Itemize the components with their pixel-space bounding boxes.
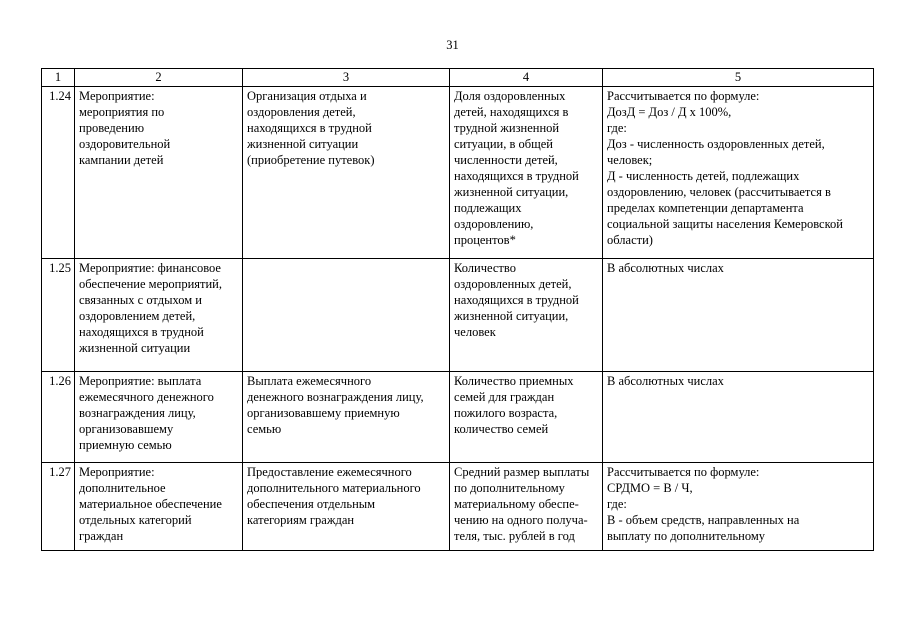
indicator-text-line: Доля оздоровленных xyxy=(454,89,566,103)
event-text-line: кампании детей xyxy=(79,153,164,167)
event-cell xyxy=(75,463,243,551)
indicator-cell xyxy=(450,463,603,551)
method-cell xyxy=(603,463,874,551)
method-cell xyxy=(603,259,874,372)
table-row xyxy=(42,87,874,259)
indicator-text-line: процентов* xyxy=(454,233,516,247)
indicator-text-line: Количество приемных xyxy=(454,374,574,388)
indicator-cell xyxy=(450,87,603,259)
event-text-line: мероприятия по xyxy=(79,105,165,119)
indicator-text-line: находящихся в трудной xyxy=(454,293,579,307)
method-text-line: В абсолютных числах xyxy=(607,261,724,275)
measures-table xyxy=(41,68,874,551)
indicator-text-line: чению на одного получа- xyxy=(454,513,588,527)
page-number: 31 xyxy=(446,38,459,52)
event-text-line: вознаграждения лицу, xyxy=(79,406,196,420)
method-text-line: социальной защиты населения Кемеровской xyxy=(607,217,843,231)
content-text-line: находящихся в трудной xyxy=(247,121,372,135)
indicator-text-line: детей, находящихся в xyxy=(454,105,569,119)
content-text-line: организовавшему приемную xyxy=(247,406,400,420)
content-text-line: Выплата ежемесячного xyxy=(247,374,372,388)
event-text-line: Мероприятие: xyxy=(79,89,155,103)
method-text-line: Рассчитывается по формуле: xyxy=(607,89,760,103)
event-text-line: материальное обеспечение xyxy=(79,497,222,511)
event-text-line: связанных с отдыхом и xyxy=(79,293,202,307)
event-cell xyxy=(75,87,243,259)
row-number: 1.25 xyxy=(42,259,75,372)
method-text-line: Доз - численность оздоровленных детей, xyxy=(607,137,825,151)
content-text-line: жизненной ситуации xyxy=(247,137,359,151)
indicator-text-line: человек xyxy=(454,325,496,339)
method-text-line: В абсолютных числах xyxy=(607,374,724,388)
indicator-text-line: Средний размер выплаты xyxy=(454,465,590,479)
indicator-cell xyxy=(450,372,603,463)
column-header-5: 5 xyxy=(603,69,874,87)
indicator-cell xyxy=(450,259,603,372)
event-text-line: ежемесячного денежного xyxy=(79,390,214,404)
table-row xyxy=(42,259,874,372)
method-text-line: Д - численность детей, подлежащих xyxy=(607,169,800,183)
method-cell xyxy=(603,372,874,463)
event-text-line: находящихся в трудной xyxy=(79,325,204,339)
method-text-line: СРДМО = В / Ч, xyxy=(607,481,693,495)
indicator-text-line: пожилого возраста, xyxy=(454,406,558,420)
event-text-line: приемную семью xyxy=(79,438,172,452)
method-text-line: пределах компетенции департамента xyxy=(607,201,804,215)
content-text-line: категориям граждан xyxy=(247,513,355,527)
indicator-text-line: семей для граждан xyxy=(454,390,555,404)
content-cell xyxy=(243,259,450,372)
row-number: 1.26 xyxy=(42,372,75,463)
column-header-4: 4 xyxy=(450,69,603,87)
indicator-text-line: по дополнительному xyxy=(454,481,565,495)
event-cell xyxy=(75,259,243,372)
event-text-line: оздоровительной xyxy=(79,137,171,151)
event-text-line: граждан xyxy=(79,529,124,543)
event-cell xyxy=(75,372,243,463)
method-text-line: ДозД = Доз / Д x 100%, xyxy=(607,105,732,119)
indicator-text-line: теля, тыс. рублей в год xyxy=(454,529,575,543)
content-cell xyxy=(243,87,450,259)
event-text-line: обеспечение мероприятий, xyxy=(79,277,222,291)
event-text-line: Мероприятие: выплата xyxy=(79,374,202,388)
method-text-line: где: xyxy=(607,497,627,511)
event-text-line: оздоровлением детей, xyxy=(79,309,196,323)
event-text-line: жизненной ситуации xyxy=(79,341,191,355)
method-text-line: Рассчитывается по формуле: xyxy=(607,465,760,479)
indicator-text-line: материальному обеспе- xyxy=(454,497,579,511)
table-header-row xyxy=(42,69,874,87)
content-text-line: оздоровления детей, xyxy=(247,105,356,119)
indicator-text-line: Количество xyxy=(454,261,516,275)
content-text-line: дополнительного материального xyxy=(247,481,421,495)
content-text-line: денежного вознаграждения лицу, xyxy=(247,390,424,404)
indicator-text-line: ситуации, в общей xyxy=(454,137,553,151)
content-text-line: Организация отдыха и xyxy=(247,89,367,103)
row-number: 1.24 xyxy=(42,87,75,259)
event-text-line: организовавшему xyxy=(79,422,174,436)
event-text-line: отдельных категорий xyxy=(79,513,192,527)
indicator-text-line: численности детей, xyxy=(454,153,558,167)
indicator-text-line: трудной жизненной xyxy=(454,121,560,135)
content-text-line: (приобретение путевок) xyxy=(247,153,375,167)
method-text-line: где: xyxy=(607,121,627,135)
method-cell xyxy=(603,87,874,259)
indicator-text-line: находящихся в трудной xyxy=(454,169,579,183)
content-text-line: обеспечения отдельным xyxy=(247,497,376,511)
method-text-line: области) xyxy=(607,233,653,247)
method-text-line: выплату по дополнительному xyxy=(607,529,766,543)
row-number: 1.27 xyxy=(42,463,75,551)
indicator-text-line: количество семей xyxy=(454,422,549,436)
indicator-text-line: оздоровлению, xyxy=(454,217,534,231)
event-text-line: Мероприятие: финансовое xyxy=(79,261,221,275)
table-row xyxy=(42,372,874,463)
column-header-3: 3 xyxy=(243,69,450,87)
table-row xyxy=(42,463,874,551)
indicator-text-line: жизненной ситуации, xyxy=(454,309,569,323)
content-text-line: Предоставление ежемесячного xyxy=(247,465,412,479)
event-text-line: проведению xyxy=(79,121,145,135)
method-text-line: В - объем средств, направленных на xyxy=(607,513,800,527)
content-text-line: семью xyxy=(247,422,282,436)
event-text-line: дополнительное xyxy=(79,481,166,495)
column-header-1: 1 xyxy=(42,69,75,87)
indicator-text-line: оздоровленных детей, xyxy=(454,277,572,291)
content-cell xyxy=(243,372,450,463)
column-header-2: 2 xyxy=(75,69,243,87)
method-text-line: оздоровлению, человек (рассчитывается в xyxy=(607,185,831,199)
indicator-text-line: подлежащих xyxy=(454,201,522,215)
method-text-line: человек; xyxy=(607,153,653,167)
event-text-line: Мероприятие: xyxy=(79,465,155,479)
content-cell xyxy=(243,463,450,551)
indicator-text-line: жизненной ситуации, xyxy=(454,185,569,199)
